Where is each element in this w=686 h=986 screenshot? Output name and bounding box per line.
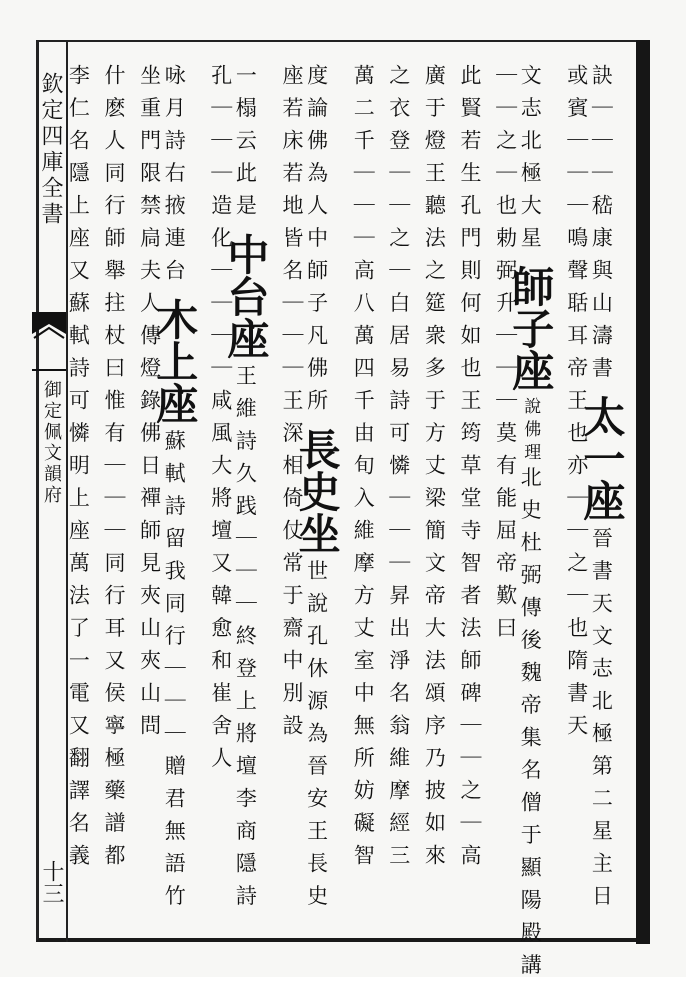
- book-title: 欽定四庫全書: [38, 72, 63, 228]
- text-column: [557, 64, 587, 924]
- text-run: 說佛理: [520, 397, 541, 466]
- text-column: [221, 64, 271, 924]
- text-column: [450, 64, 480, 924]
- text-column: [94, 64, 124, 924]
- entry-heading: 師子座: [506, 265, 556, 391]
- text-run: 文志北極大星: [518, 64, 543, 259]
- text-run: 一榻云此是: [233, 64, 258, 227]
- text-run: 之衣登｜｜之｜白居易詩可憐｜｜｜昇出淨名翁維摩經三: [386, 64, 411, 877]
- text-run: 或賓｜｜｜鳴聲聒耳: [564, 64, 589, 357]
- book-subtitle: 御定佩文韻府: [41, 380, 62, 506]
- text-run: 夫人傳燈錄佛日禪師見夾山夾山問: [137, 259, 162, 747]
- right-border: [636, 40, 650, 944]
- text-run: 晉書天文志北極第二星主日: [589, 527, 614, 917]
- text-run: 坐重門限禁扃: [137, 64, 162, 259]
- entry-heading: 長史坐: [292, 427, 342, 554]
- text-run: 王維詩久践｜｜｜終登上將壇李商隱詩: [233, 364, 258, 917]
- text-run: 度論佛為人中師子凡佛所: [304, 64, 329, 422]
- text-run: 造化｜｜｜｜咸風大將壇又韓愈和崔舍人: [208, 194, 233, 779]
- text-run: 廣于燈王聽法之筵衆多于方丈梁簡文帝大法頌序乃披如來: [422, 64, 447, 877]
- text-column: [506, 64, 556, 986]
- text-run: 世說孔休源為晉安王長史: [304, 559, 329, 917]
- text-run: 訣｜｜｜嵇康與山濤書: [589, 64, 614, 389]
- text-column: [130, 64, 160, 924]
- entry-heading: 太一座: [577, 395, 627, 521]
- text-run: 座若床若地皆名｜｜｜: [280, 64, 304, 389]
- text-column: [201, 64, 231, 924]
- text-run: 什麽人同行師舉拄杖曰惟有｜｜｜同行耳又侯寧極藥譜都: [102, 64, 126, 877]
- text-run: 此賢若生孔門則何如也王筠草堂寺智者法師碑｜｜之｜高: [458, 64, 482, 877]
- text-run: 帝王也亦｜｜之｜也隋書天: [564, 356, 589, 747]
- text-run: ｜｜之｜也: [493, 64, 518, 227]
- text-run: 咏月詩右掖連台: [162, 64, 187, 292]
- page-number: 十三: [39, 860, 64, 904]
- text-column: [272, 64, 302, 924]
- text-column: [58, 64, 91, 924]
- text-run: 王深相倚仗常于齋中別設: [280, 389, 304, 747]
- text-column: [150, 64, 200, 924]
- text-column: [577, 64, 627, 924]
- text-run: 蘇軾詩留我同行｜｜｜贈君無語竹: [162, 429, 187, 917]
- text-run: 北史杜弼傳後魏帝集名僧于顯陽殿講: [518, 466, 543, 986]
- text-column: [486, 64, 516, 924]
- text-run: 李仁名隱上座又蘇軾詩可憐明上座萬法了一電又翻譯名義: [66, 64, 91, 877]
- entry-heading: 木上座: [150, 297, 200, 424]
- text-run: 勅弼升｜｜｜莫有能屈帝歎曰: [493, 226, 518, 649]
- text-column: [379, 64, 409, 924]
- text-column: [343, 64, 376, 924]
- text-run: 萬二千｜｜｜高八萬四千由旬入維摩方丈室中無所妨礙智: [351, 64, 376, 877]
- text-column: [414, 64, 447, 924]
- entry-heading: 中台座: [221, 232, 271, 359]
- text-run: 孔｜｜｜: [208, 64, 233, 194]
